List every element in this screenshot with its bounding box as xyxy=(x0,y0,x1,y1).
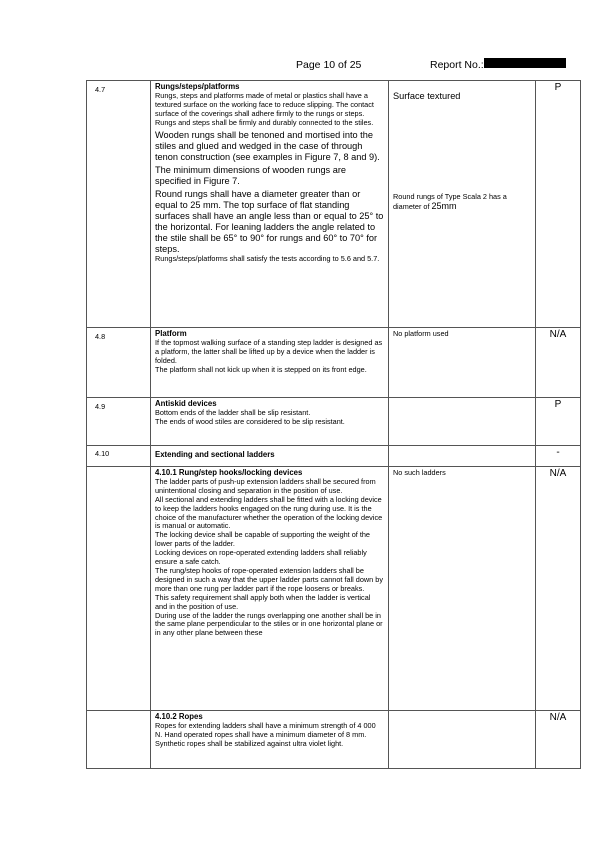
requirement-text: The minimum dimensions of wooden rungs are specified in Figure 7. xyxy=(155,164,346,186)
verdict-cell: N/A xyxy=(536,711,581,769)
requirement-text: Locking devices on rope-operated extending ladders shall reliably ensure a safe catch. xyxy=(155,548,367,567)
requirement-text: The ends of wood stiles are considered to be slip resistant. xyxy=(155,416,345,426)
requirement-text: All sectional and extending ladders shall be fitted with a locking device to keep the ladders hooks engaged on the rung during use. It is the choice of the manufacturer whether the operation of the locking device is manual or automatic. xyxy=(155,494,383,531)
result-text: No such ladders xyxy=(393,468,446,477)
requirement-cell xyxy=(151,328,389,398)
clause-number xyxy=(87,467,151,711)
result-cell xyxy=(389,81,536,328)
result-text xyxy=(393,193,531,212)
verdict-cell: N/A xyxy=(536,467,581,711)
result-text: Surface textured xyxy=(393,91,461,101)
verdict-cell: - xyxy=(536,446,581,467)
requirement-text: Wooden rungs shall be tenoned and mortised into the stiles and glued and wedged in the case of through tenon construction (see examples in Figure 7, 8 and 9). xyxy=(155,129,380,162)
clause-number: 4.7 xyxy=(87,81,151,328)
requirement-text: The platform shall not kick up when it is stepped on its front edge. xyxy=(155,364,367,374)
requirement-text: Rungs/steps/platforms shall satisfy the tests according to 5.6 and 5.7. xyxy=(155,253,380,263)
clause-title: Extending and sectional ladders xyxy=(155,450,275,459)
result-cell xyxy=(389,398,536,446)
result-value: 25mm xyxy=(431,200,457,211)
verdict-cell: N/A xyxy=(536,328,581,398)
redacted-report-number xyxy=(484,58,566,68)
table-row xyxy=(87,398,581,446)
requirement-text: Ropes for extending ladders shall have a minimum strength of 4 000 N. Hand operated ropes shall have a minimum diameter of 8 mm. Synthetic ropes shall be stabilized against ultra violet light. xyxy=(155,720,376,748)
requirement-text: Rungs, steps and platforms made of metal or plastics shall have a textured surface on the working face to reduce slipping. The contact surface of the coverings shall adhere firmly to the rungs or steps. xyxy=(155,90,374,118)
clause-number: 4.9 xyxy=(87,398,151,446)
requirement-text: Round rungs shall have a diameter greater than or equal to 25 mm. The top surface of flat standing surfaces shall have an angle less than or equal to 25° to the horizontal. For leaning ladders the angle related to the stile shall be 65° to 90° for rungs and 60° to 70° for steps. xyxy=(155,188,384,254)
clause-number: 4.10 xyxy=(87,446,151,467)
requirement-cell xyxy=(151,81,389,328)
requirement-text: The locking device shall be capable of supporting the weight of the lower parts of the ladder. xyxy=(155,530,370,549)
requirement-text: This safety requirement shall apply both when the ladder is vertical and in the position of use. xyxy=(155,592,371,611)
table-row xyxy=(87,467,581,711)
report-number-label: Report No.: xyxy=(430,59,484,71)
requirement-text: Bottom ends of the ladder shall be slip resistant. xyxy=(155,407,311,417)
result-text-part: Round rungs of Type Scala 2 has a diameter of xyxy=(393,192,507,211)
table-row xyxy=(87,446,581,467)
page-number: Page 10 of 25 xyxy=(296,59,362,71)
requirement-cell xyxy=(151,446,389,467)
requirement-text: The rung/step hooks of rope-operated extension ladders shall be designed in such a way that the upper ladder parts cannot fall down by more than one rung per ladder part if the rope loosens or breaks. xyxy=(155,565,383,593)
requirement-text: If the topmost walking surface of a standing step ladder is designed as a platform, the latter shall be lifted up by a device when the ladder is folded. xyxy=(155,337,383,365)
result-cell xyxy=(389,328,536,398)
verdict-cell: P xyxy=(536,81,581,328)
table-row xyxy=(87,328,581,398)
requirement-cell xyxy=(151,711,389,769)
requirement-cell xyxy=(151,398,389,446)
requirement-text: Rungs and steps shall be firmly and durably connected to the stiles. xyxy=(155,117,374,127)
table-row xyxy=(87,81,581,328)
requirement-cell xyxy=(151,467,389,711)
clause-title: Rungs/steps/platforms xyxy=(155,82,240,91)
result-cell xyxy=(389,711,536,769)
clause-number xyxy=(87,711,151,769)
clause-title: 4.10.2 Ropes xyxy=(155,712,203,721)
clause-title: Antiskid devices xyxy=(155,399,217,408)
result-text: No platform used xyxy=(393,329,449,338)
result-cell xyxy=(389,446,536,467)
result-cell xyxy=(389,467,536,711)
table-row xyxy=(87,711,581,769)
requirements-table xyxy=(86,80,581,769)
verdict-cell: P xyxy=(536,398,581,446)
requirement-text: During use of the ladder the rungs overlapping one another shall be in the same plane perpendicular to the stiles or in one horizontal plane or in any other plane between these xyxy=(155,610,383,638)
clause-title: Platform xyxy=(155,329,187,338)
clause-title: 4.10.1 Rung/step hooks/locking devices xyxy=(155,468,303,477)
clause-number: 4.8 xyxy=(87,328,151,398)
requirement-text: The ladder parts of push-up extension ladders shall be secured from unintentional closing and separation in the position of use. xyxy=(155,476,376,495)
